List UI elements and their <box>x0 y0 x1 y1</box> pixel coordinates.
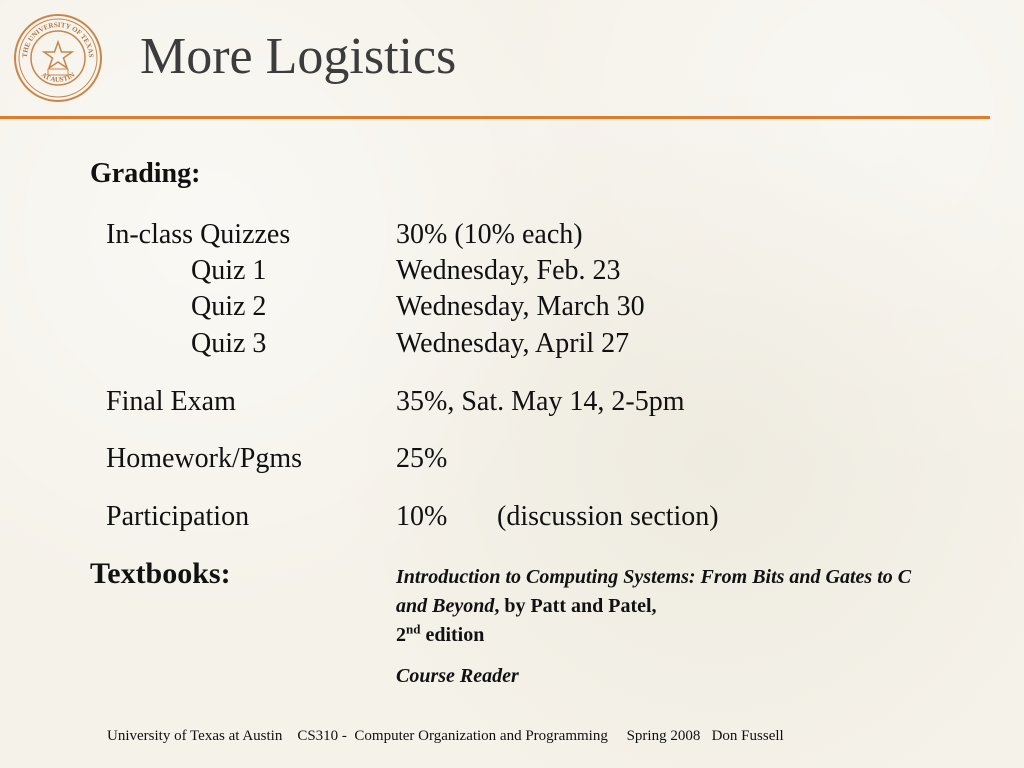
grading-heading: Grading: <box>90 158 201 189</box>
quiz-label: Quiz 3 <box>191 328 267 359</box>
edition-suffix: nd <box>406 621 421 637</box>
edition-word: edition <box>420 624 485 646</box>
participation-label: Participation <box>106 501 250 532</box>
svg-text:THE UNIVERSITY OF TEXAS: THE UNIVERSITY OF TEXAS <box>20 20 96 58</box>
final-exam-label: Final Exam <box>106 386 236 417</box>
quiz-date: Wednesday, March 30 <box>396 291 645 322</box>
course-reader <box>396 662 916 691</box>
textbooks-heading: Textbooks: <box>90 557 231 590</box>
edition-number: 2 <box>396 624 406 646</box>
slide-footer: University of Texas at Austin CS310 - Computer Organization and Programming Spring 2008 Don Fussell <box>107 728 784 744</box>
textbook-title: Introduction to Computing Systems: From Bits and Gates to C and Beyond <box>396 566 912 617</box>
quiz-date: Wednesday, April 27 <box>396 328 630 359</box>
quiz-label: Quiz 1 <box>191 255 267 286</box>
homework-value: 25% <box>396 443 448 474</box>
university-seal-logo <box>13 13 103 103</box>
slide-title: More Logistics <box>140 28 457 85</box>
quiz-label: Quiz 2 <box>191 291 267 322</box>
textbook-authors: , by Patt and Patel, <box>494 595 657 617</box>
course-reader-title: Course Reader <box>396 665 519 687</box>
title-divider <box>0 116 990 119</box>
quiz-date: Wednesday, Feb. 23 <box>396 255 621 286</box>
quizzes-value: 30% (10% each) <box>396 219 583 250</box>
final-exam-value: 35%, Sat. May 14, 2-5pm <box>396 386 685 417</box>
quizzes-label: In-class Quizzes <box>106 219 291 250</box>
participation-note: (discussion section) <box>497 501 719 532</box>
svg-text:AT AUSTIN: AT AUSTIN <box>39 70 77 84</box>
participation-value: 10% <box>396 501 448 532</box>
homework-label: Homework/Pgms <box>106 443 302 474</box>
textbook-entry <box>396 563 916 650</box>
